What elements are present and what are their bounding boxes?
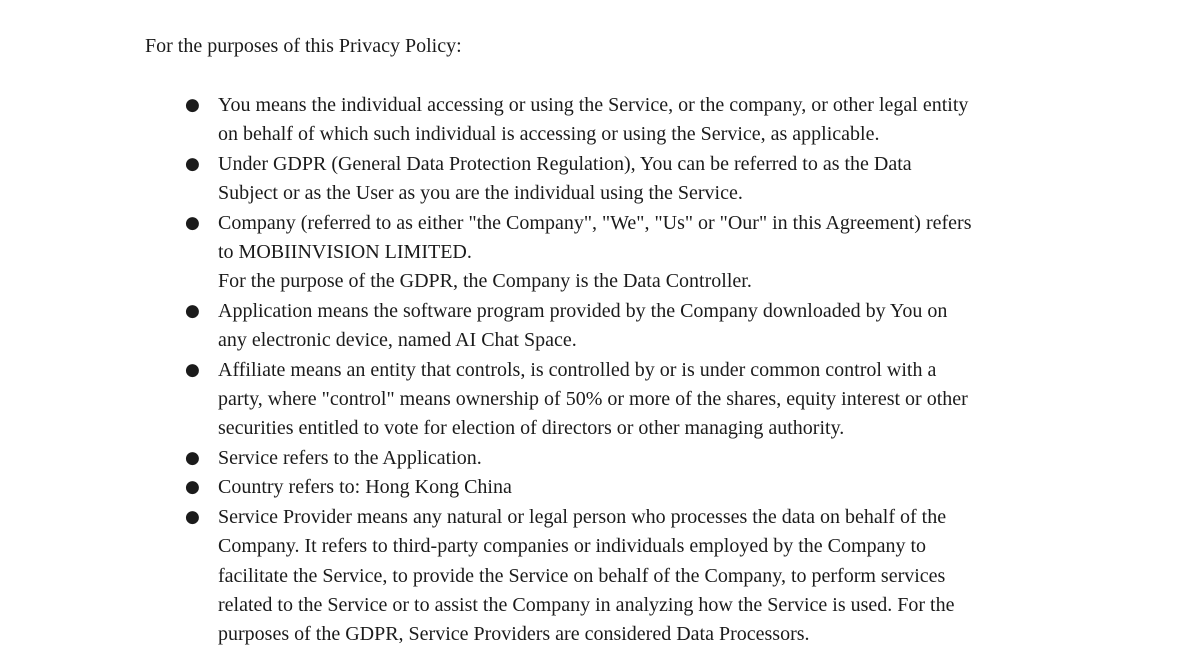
definition-text-line: facilitate the Service, to provide the Service on behalf of the Company, to perform services xyxy=(218,564,946,587)
bullet-icon: ● xyxy=(185,212,200,233)
definition-list-item xyxy=(145,356,1065,444)
definition-text-line: party, where "control" means ownership of 50% or more of the shares, equity interest or other xyxy=(218,388,968,411)
bullet-icon: ● xyxy=(185,300,200,321)
definition-text-line: Application means the software program provided by the Company downloaded by You on xyxy=(218,299,948,322)
definition-text-line: For the purpose of the GDPR, the Company is the Data Controller. xyxy=(218,270,752,293)
definitions-list xyxy=(145,91,1065,650)
definition-list-item xyxy=(145,503,1065,650)
definition-text-line: securities entitled to vote for election of directors or other managing authority. xyxy=(218,417,845,440)
definition-text-line: on behalf of which such individual is accessing or using the Service, as applicable. xyxy=(218,123,880,146)
definition-text-line: Under GDPR (General Data Protection Regulation), You can be referred to as the Data xyxy=(218,152,912,175)
bullet-icon: ● xyxy=(185,477,200,498)
definition-text-line: any electronic device, named AI Chat Space. xyxy=(218,329,577,352)
definition-text-line: purposes of the GDPR, Service Providers are considered Data Processors. xyxy=(218,623,810,646)
definition-list-item xyxy=(145,91,1065,150)
definition-list-item xyxy=(145,297,1065,356)
definition-list-item xyxy=(145,473,1065,502)
definition-text-line: Service refers to the Application. xyxy=(218,446,482,469)
definition-list-item xyxy=(145,150,1065,209)
definition-text-line: Company. It refers to third-party companies or individuals employed by the Company to xyxy=(218,535,926,558)
definition-list-item xyxy=(145,444,1065,473)
bullet-icon: ● xyxy=(185,506,200,527)
definition-text-line: Subject or as the User as you are the individual using the Service. xyxy=(218,182,743,205)
bullet-icon: ● xyxy=(185,447,200,468)
definition-text-line: You means the individual accessing or using the Service, or the company, or other legal entity xyxy=(218,94,969,116)
bullet-icon: ● xyxy=(185,153,200,174)
definition-text-line: related to the Service or to assist the Company in analyzing how the Service is used. For the xyxy=(218,593,955,616)
intro-text: For the purposes of this Privacy Policy: xyxy=(145,35,462,57)
definition-text-line: Service Provider means any natural or legal person who processes the data on behalf of the xyxy=(218,505,947,528)
definition-text-line: Country refers to: Hong Kong China xyxy=(218,476,512,499)
definition-text-line: Company (referred to as either "the Company", "We", "Us" or "Our" in this Agreement) refers xyxy=(218,211,972,234)
bullet-icon: ● xyxy=(185,359,200,380)
bullet-icon: ● xyxy=(185,95,200,115)
definition-text-line: to MOBIINVISION LIMITED. xyxy=(218,241,472,264)
definition-list-item xyxy=(145,209,1065,297)
definition-text-line: Affiliate means an entity that controls, is controlled by or is under common control with a xyxy=(218,358,937,381)
